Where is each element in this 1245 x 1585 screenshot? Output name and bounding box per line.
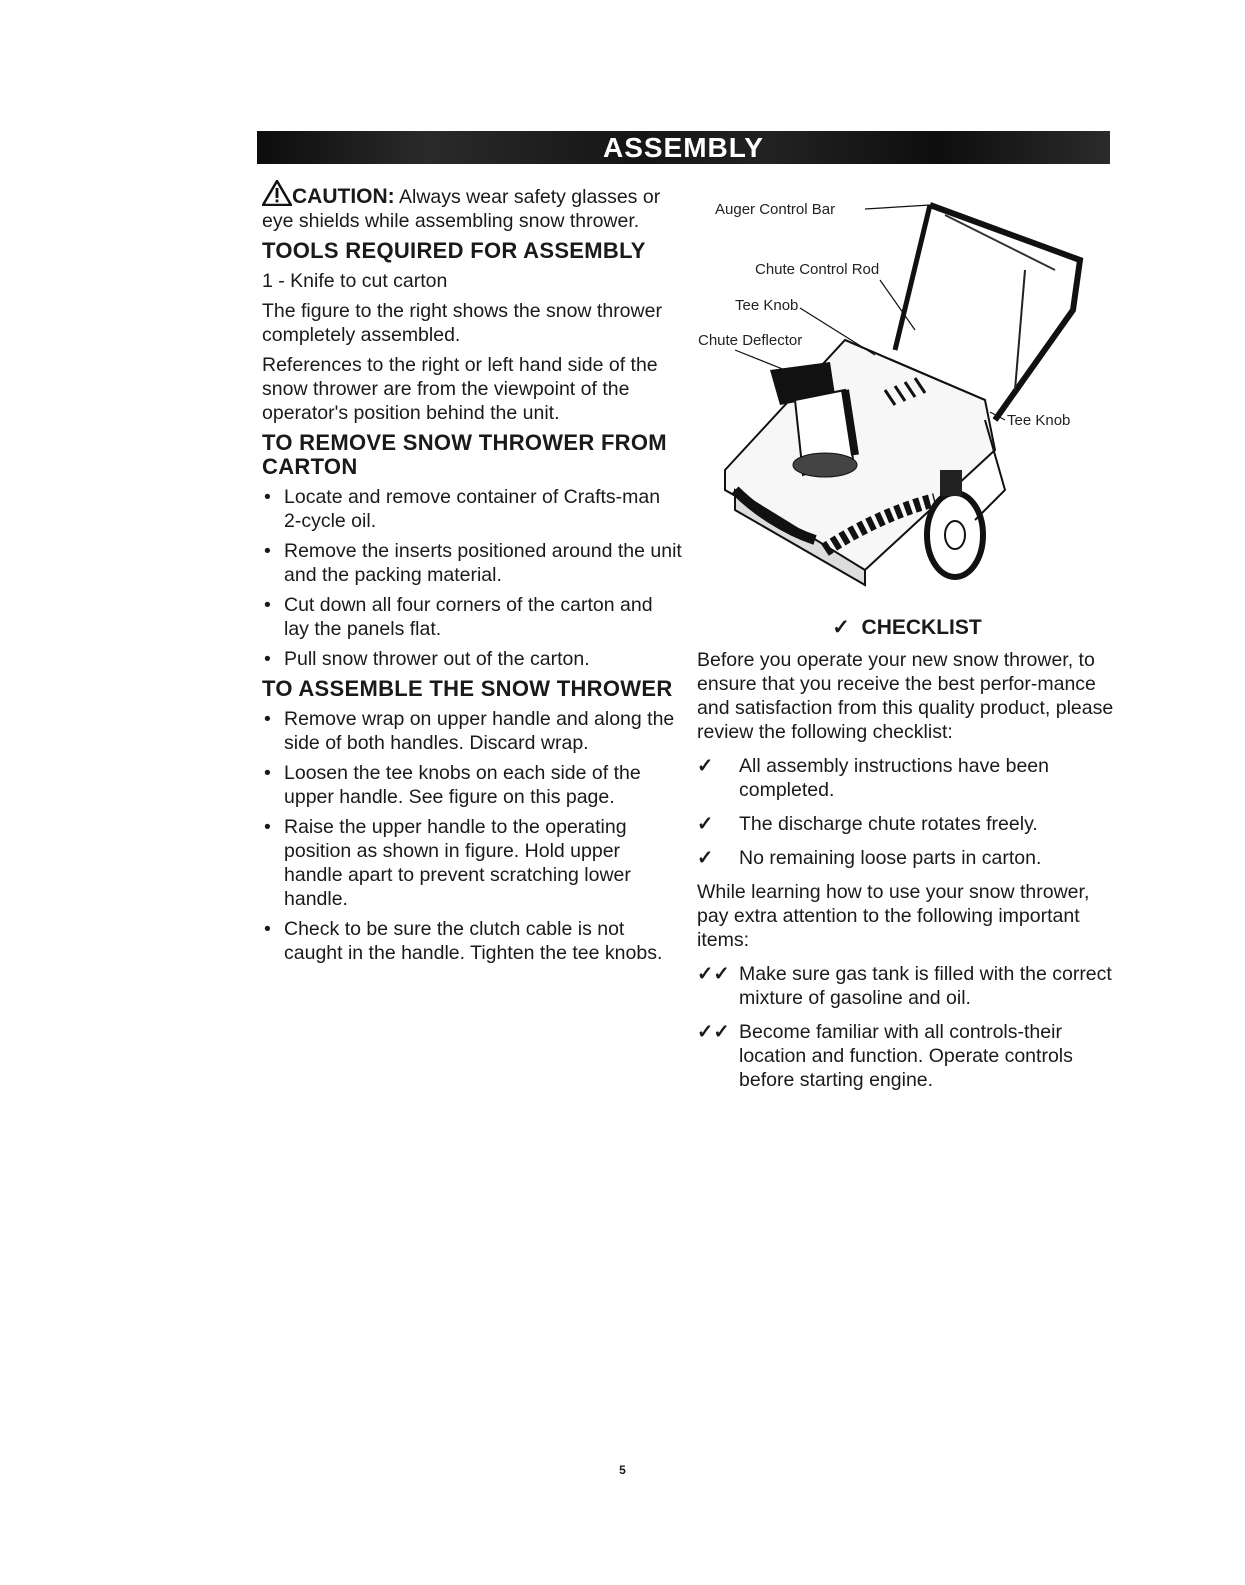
list-item: • Check to be sure the clutch cable is not caught in the handle. Tighten the tee knobs. (264, 918, 663, 964)
learning-item: ✓✓ Become familiar with all controls-their location and function. Operate controls before starting engine. (697, 1021, 1073, 1091)
double-check-icon: ✓✓ (697, 1021, 730, 1043)
right-column (697, 616, 1117, 1102)
list-item: • Loosen the tee knobs on each side of the upper handle. See figure on this page. (264, 762, 641, 808)
checklist-item: ✓ The discharge chute rotates freely. (697, 813, 1038, 835)
auger-bar-label: Auger Control Bar (715, 201, 836, 218)
caution-text: Always wear safety glasses or eye shields while assembling snow thrower. (262, 186, 661, 232)
assemble-list (262, 707, 682, 965)
list-item: • Locate and remove container of Crafts-man 2-cycle oil. (264, 486, 661, 532)
checklist-title: ✓ CHECKLIST (832, 616, 982, 639)
list-item: • Remove the inserts positioned around the unit and the packing material. (264, 540, 682, 586)
check-icon: ✓ (832, 616, 862, 639)
list-item: • Cut down all four corners of the carton and lay the panels flat. (264, 594, 653, 640)
tee-knob-label-2: Tee Knob (1007, 412, 1071, 429)
chute-deflector-label: Chute Deflector (698, 332, 803, 349)
page-title: ASSEMBLY (602, 132, 764, 163)
check-icon: ✓ (697, 813, 714, 835)
tools-heading: TOOLS REQUIRED FOR ASSEMBLY (262, 238, 646, 263)
list-item: • Pull snow thrower out of the carton. (264, 648, 590, 670)
learning-item: ✓✓ Make sure gas tank is filled with the correct mixture of gasoline and oil. (697, 963, 1112, 1009)
double-check-icon: ✓✓ (697, 963, 730, 985)
page-number: 5 (619, 1463, 626, 1477)
checklist-item: ✓ All assembly instructions have been completed. (697, 755, 1049, 801)
checklist-intro: Before you operate your new snow thrower, to ensure that you receive the best perfor-mance and satisfaction from this quality product, please review the following checklist: (697, 649, 1114, 743)
warning-icon (262, 180, 292, 206)
remove-heading: TO REMOVE SNOW THROWER FROM CARTON (262, 430, 667, 479)
chute-rod-label: Chute Control Rod (755, 261, 880, 278)
tee-knob-label-1: Tee Knob (735, 297, 799, 314)
checklist-item: ✓ No remaining loose parts in carton. (697, 847, 1042, 869)
check-icon: ✓ (697, 755, 714, 777)
list-item: • Raise the upper handle to the operating position as shown in figure. Hold upper handle apart to prevent scratching lower handle. (264, 816, 631, 910)
left-column (262, 180, 682, 971)
tools-item: 1 - Knife to cut carton (262, 270, 448, 292)
assemble-heading: TO ASSEMBLE THE SNOW THROWER (262, 676, 673, 701)
list-item: • Remove wrap on upper handle and along the side of both handles. Discard wrap. (264, 708, 675, 754)
tools-paragraph-2: References to the right or left hand side of the snow thrower are from the viewpoint of the operator's position behind the unit. (262, 354, 658, 424)
snow-thrower-illustration (695, 190, 1115, 600)
caution-notice (262, 180, 682, 233)
caution-label: CAUTION: (292, 185, 395, 208)
snow-thrower-figure (695, 190, 1115, 600)
header-banner (257, 131, 1110, 164)
tools-paragraph-1: The figure to the right shows the snow thrower completely assembled. (262, 300, 662, 346)
check-icon: ✓ (697, 847, 714, 869)
learning-intro: While learning how to use your snow thrower, pay extra attention to the following important items: (697, 881, 1090, 951)
remove-list (262, 485, 682, 671)
